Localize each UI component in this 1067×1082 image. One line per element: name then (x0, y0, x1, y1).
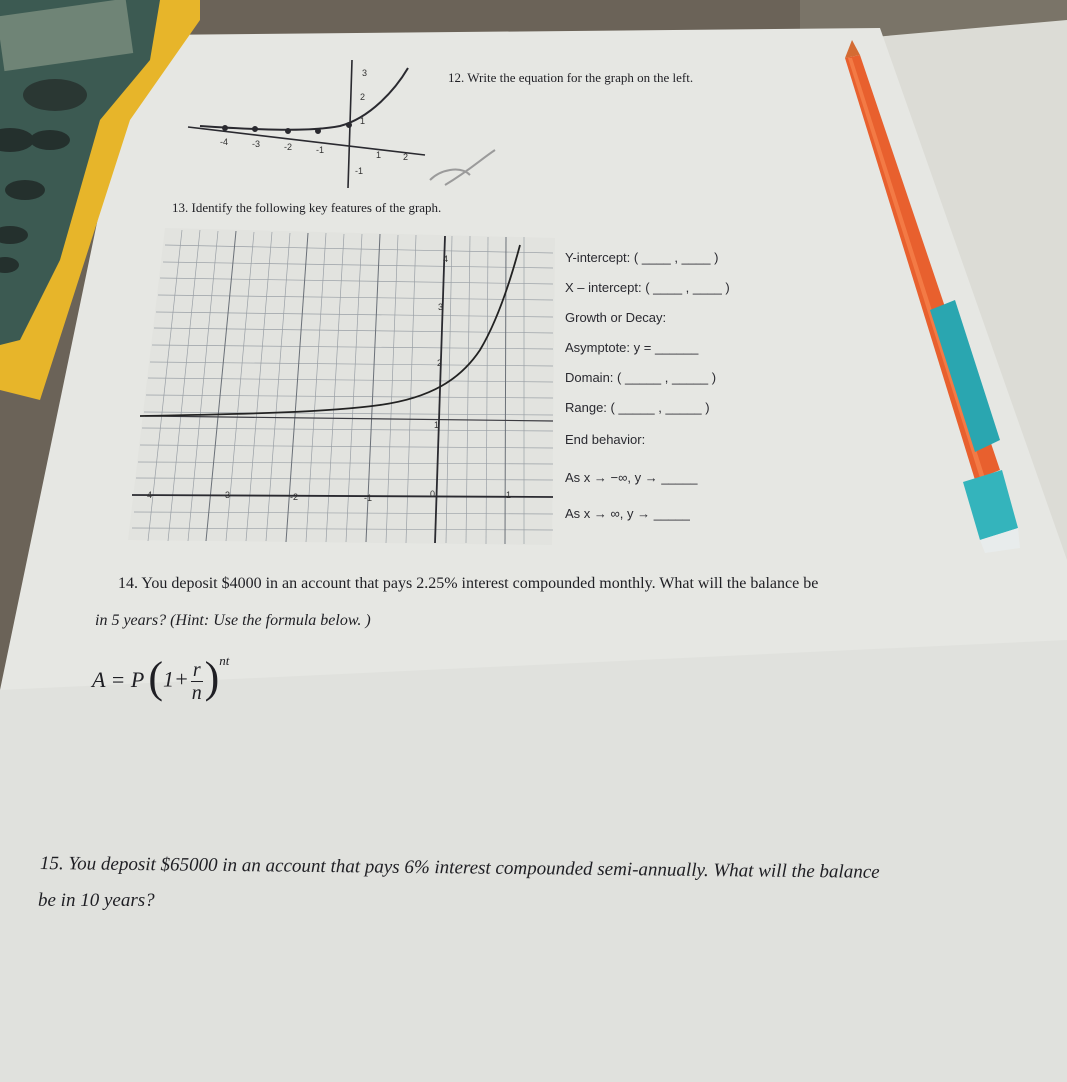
growth-decay-field: Growth or Decay: (565, 310, 667, 325)
formula-fraction (191, 659, 203, 704)
small-y-tick: 1 (360, 116, 366, 126)
big-y-tick: 4 (443, 254, 449, 264)
formula-one-plus: 1+ (162, 666, 189, 692)
question-13: 13. Identify the following key features of the graph. (172, 200, 442, 215)
compound-interest-formula: A = P(1+ $\frac{r}{n}$ )$^{nt}$ (92, 652, 230, 704)
question-15-line1: 15. You deposit $65000 in an account that pays 6% interest compounded semi-annually. What will the balance (39, 853, 880, 883)
big-x-tick: -2 (290, 492, 299, 502)
big-x-tick: 0 (430, 489, 436, 499)
big-x-tick: 1 (506, 490, 512, 500)
question-15-line2: be in 10 years? (38, 890, 155, 911)
formula-denominator: n (191, 682, 202, 704)
end-behavior-neg-inf: As x → −∞, y → _____ (565, 470, 698, 485)
end-behavior-label: End behavior: (565, 432, 646, 447)
big-y-tick: 3 (438, 302, 444, 312)
x-intercept-field: X – intercept: ( ____ , ____ ) (565, 280, 730, 295)
small-x-tick: -1 (316, 145, 325, 155)
formula-exponent: nt (219, 652, 230, 668)
big-graph (128, 228, 555, 545)
big-y-tick: 1 (434, 420, 440, 430)
formula-numerator: r (192, 659, 201, 681)
end-behavior-pos-inf: As x → ∞, y → _____ (565, 506, 690, 521)
asymptote-field: Asymptote: y = ______ (565, 340, 699, 355)
big-x-tick: -3 (222, 490, 231, 500)
small-x-tick: -2 (284, 142, 293, 152)
domain-field: Domain: ( _____ , _____ ) (565, 370, 717, 385)
big-y-tick: 2 (437, 358, 443, 368)
big-x-tick: -1 (364, 493, 373, 503)
small-x-tick: 2 (403, 152, 409, 162)
small-y-tick: 2 (360, 92, 366, 102)
question-14-line2: in 5 years? (Hint: Use the formula below. ) (95, 612, 371, 629)
range-field: Range: ( _____ , _____ ) (565, 400, 710, 415)
question-14-line1: 14. You deposit $4000 in an account that pays 2.25% interest compounded monthly. What will the balance be (118, 575, 819, 592)
small-y-tick: 3 (362, 68, 368, 78)
y-intercept-field: Y-intercept: ( ____ , ____ ) (565, 250, 719, 265)
question-12: 12. Write the equation for the graph on the left. (448, 70, 694, 85)
big-x-tick: -4 (144, 490, 153, 500)
small-y-tick: -1 (355, 166, 364, 176)
small-x-tick: -3 (252, 139, 261, 149)
small-x-tick: 1 (376, 150, 382, 160)
small-x-tick: -4 (220, 137, 229, 147)
formula-lhs: A = P (92, 666, 145, 692)
